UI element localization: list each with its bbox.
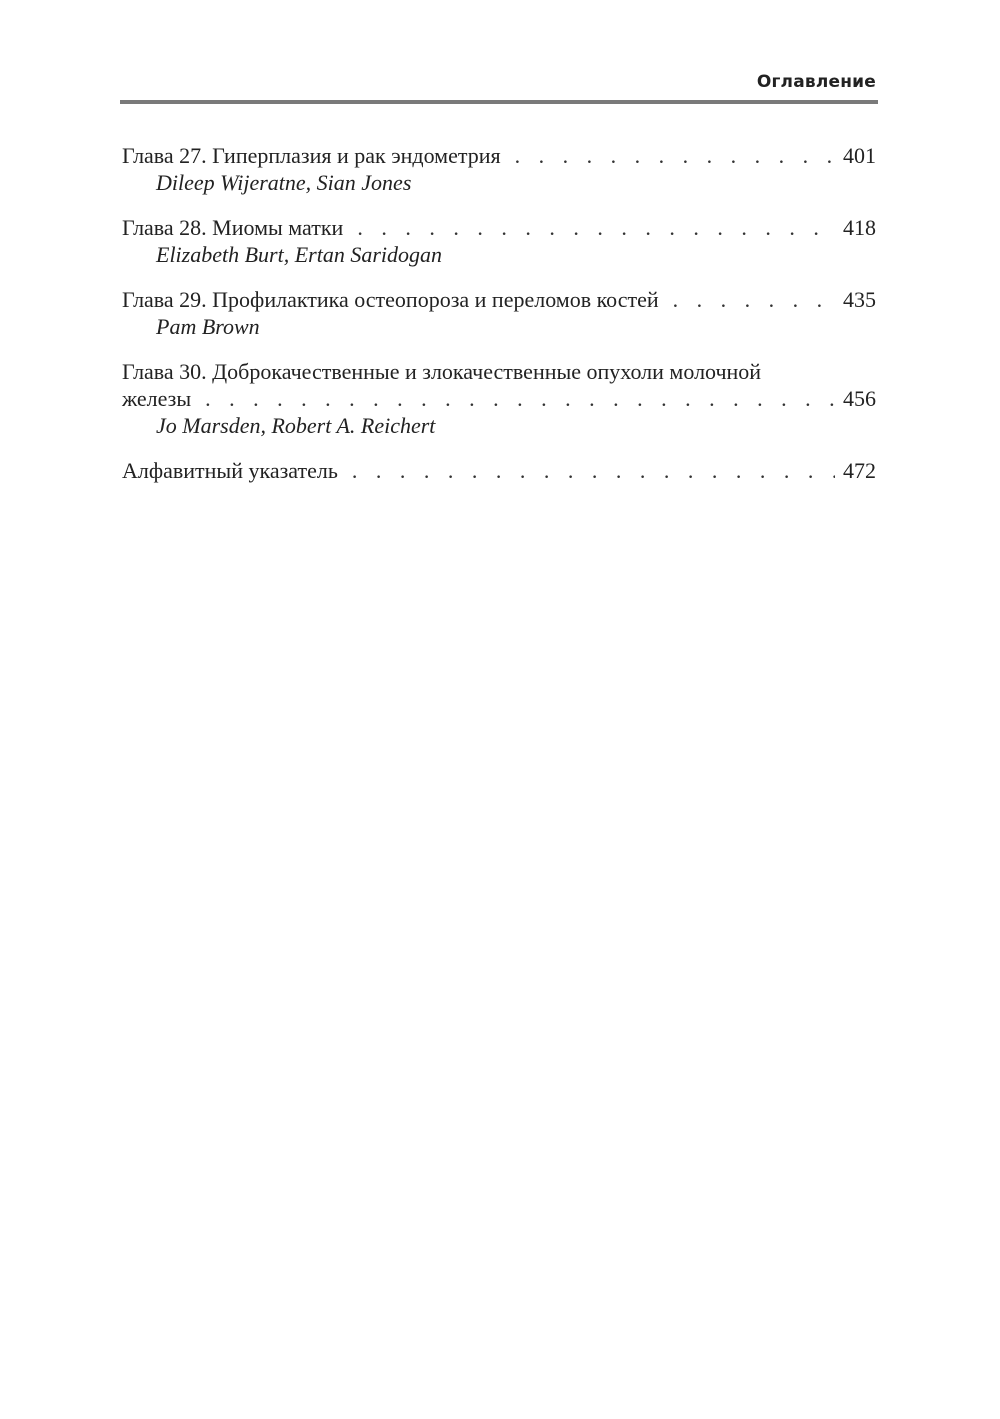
toc-entry-page: 401 bbox=[843, 143, 876, 168]
toc-entry-title-line1: Глава 30. Доброкачественные и злокачественные опухоли молочной bbox=[122, 359, 762, 384]
toc-entry-title: Глава 28. Миомы матки bbox=[122, 215, 344, 240]
toc-entry-page: 456 bbox=[843, 386, 876, 411]
dot-leader bbox=[352, 457, 835, 484]
toc-entry-authors: Jo Marsden, Robert A. Reichert bbox=[156, 413, 436, 438]
toc-entry-chapter-28 bbox=[122, 214, 876, 268]
toc-entry-page: 418 bbox=[843, 215, 876, 240]
toc-entry-title: Алфавитный указатель bbox=[122, 458, 338, 483]
toc-entry-title-line2: железы bbox=[122, 386, 192, 411]
toc-entry-title: Глава 27. Гиперплазия и рак эндометрия bbox=[122, 143, 501, 168]
toc-entry-index bbox=[122, 457, 876, 484]
table-of-contents bbox=[122, 142, 876, 502]
dot-leader bbox=[357, 214, 835, 241]
toc-entry-authors: Dileep Wijeratne, Sian Jones bbox=[156, 170, 412, 195]
toc-entry-authors: Elizabeth Burt, Ertan Saridogan bbox=[156, 242, 442, 267]
toc-entry-page: 472 bbox=[843, 458, 876, 483]
toc-entry-page: 435 bbox=[843, 287, 876, 312]
toc-entry-chapter-29 bbox=[122, 286, 876, 340]
toc-entry-chapter-30 bbox=[122, 358, 876, 439]
running-header-title: Оглавление bbox=[756, 72, 876, 92]
toc-entry-authors: Pam Brown bbox=[156, 314, 260, 339]
toc-entry-chapter-27 bbox=[122, 142, 876, 196]
toc-entry-title: Глава 29. Профилактика остеопороза и переломов костей bbox=[122, 287, 659, 312]
header-rule bbox=[120, 100, 878, 104]
dot-leader bbox=[515, 142, 835, 169]
dot-leader bbox=[205, 385, 835, 412]
dot-leader bbox=[673, 286, 835, 313]
